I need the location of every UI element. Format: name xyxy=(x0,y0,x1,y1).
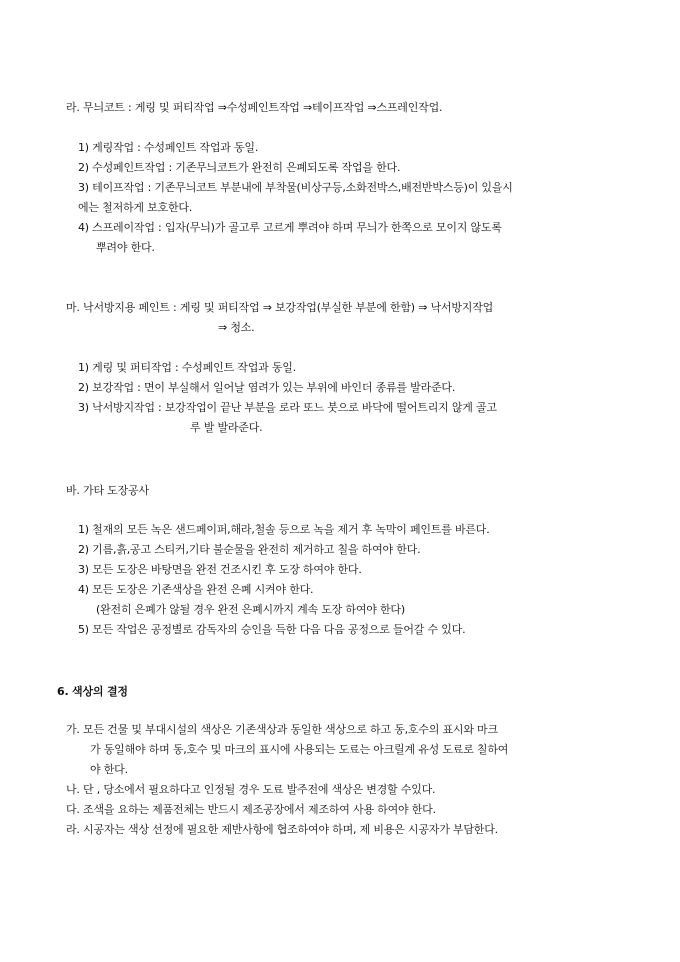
section-ba-item-3: 3) 모든 도장은 바탕면을 완전 건조시킨 후 도장 하여야 한다. xyxy=(78,563,362,576)
section-ma-title: 마. 낙서방지용 페인트 : 게링 및 퍼티작업 ⇒ 보강작업(부실한 부분에 한함) ⇒ 낙서방지작업 xyxy=(66,301,494,314)
section-ba-title: 바. 가타 도장공사 xyxy=(66,484,149,497)
section-ra-item-2: 2) 수성페인트작업 : 기존무늬코트가 완전히 은폐되도록 작업을 한다. xyxy=(78,161,401,174)
section-ba-item-2: 2) 기름,흙,공고 스티커,기타 불순물을 완전히 제거하고 칠을 하여야 한다. xyxy=(78,543,421,556)
section-6-item-na: 나. 단 , 당소에서 필요하다고 인정될 경우 도료 발주전에 색상은 변경할 수있다. xyxy=(66,783,436,796)
section-6-heading: 6. 색상의 결정 xyxy=(57,685,128,698)
section-ba-item-4: 4) 모든 도장은 기존색상을 완전 은폐 시켜야 한다. xyxy=(78,583,314,596)
section-6-item-ga-cont-2: 야 한다. xyxy=(90,763,128,776)
section-ra-item-1: 1) 게링작업 : 수성페인트 작업과 동일. xyxy=(78,141,259,154)
section-ba-item-1: 1) 철재의 모든 녹은 샌드페이퍼,해라,철솔 등으로 녹을 제거 후 녹막이 페인트를 바른다. xyxy=(78,523,490,536)
section-ra-item-4-cont: 뿌려야 한다. xyxy=(96,241,155,254)
section-6-item-ga-cont-1: 가 동일해야 하며 동,호수 및 마크의 표시에 사용되는 도료는 아크릴계 유성 도료로 칠하여 xyxy=(90,743,509,756)
section-ba-item-4-note: (완전히 은폐가 않될 경우 완전 은폐시까지 계속 도장 하여야 한다) xyxy=(96,603,405,616)
section-ma-title-cont: ⇒ 청소. xyxy=(218,321,255,334)
section-ma-item-3-cont: 루 발 발라준다. xyxy=(190,421,263,434)
section-ma-item-2: 2) 보강작업 : 면이 부실해서 일어날 염려가 있는 부위에 바인더 종류를 발라준다. xyxy=(78,381,456,394)
section-ra-title: 라. 무늬코트 : 게링 및 퍼티작업 ⇒수성페인트작업 ⇒테이프작업 ⇒스프레인작업. xyxy=(66,101,443,114)
section-6-item-ga: 가. 모든 건물 및 부대시설의 색상은 기존색상과 동일한 색상으로 하고 동,호수의 표시와 마크 xyxy=(66,723,498,736)
section-6-item-da: 다. 조색을 요하는 제품전체는 반드시 제조공장에서 제조하여 사용 하여야 한다. xyxy=(66,803,436,816)
section-ma-item-1: 1) 게링 및 퍼티작업 : 수성페인트 작업과 동일. xyxy=(78,361,297,374)
section-ra-item-4: 4) 스프레이작업 : 입자(무늬)가 골고루 고르게 뿌려야 하며 무늬가 한쪽으로 모이지 않도록 xyxy=(78,221,502,234)
section-ba-item-5: 5) 모든 작업은 공정별로 감독자의 승인을 득한 다음 다음 공정으로 들어갈 수 있다. xyxy=(78,623,466,636)
section-6-item-ra: 라. 시공자는 색상 선정에 필요한 제반사항에 협조하여야 하며, 제 비용은 시공자가 부담한다. xyxy=(66,823,498,836)
section-ra-item-3: 3) 테이프작업 : 기존무늬코트 부분내에 부착물(비상구등,소화전박스,배전반박스등)이 있을시 xyxy=(78,181,513,194)
section-ra-item-3-cont: 에는 철저하게 보호한다. xyxy=(78,201,193,214)
section-ma-item-3: 3) 낙서방지작업 : 보강작업이 끝난 부분을 로라 또느 붓으로 바닥에 떨어트리지 않게 골고 xyxy=(78,401,497,414)
